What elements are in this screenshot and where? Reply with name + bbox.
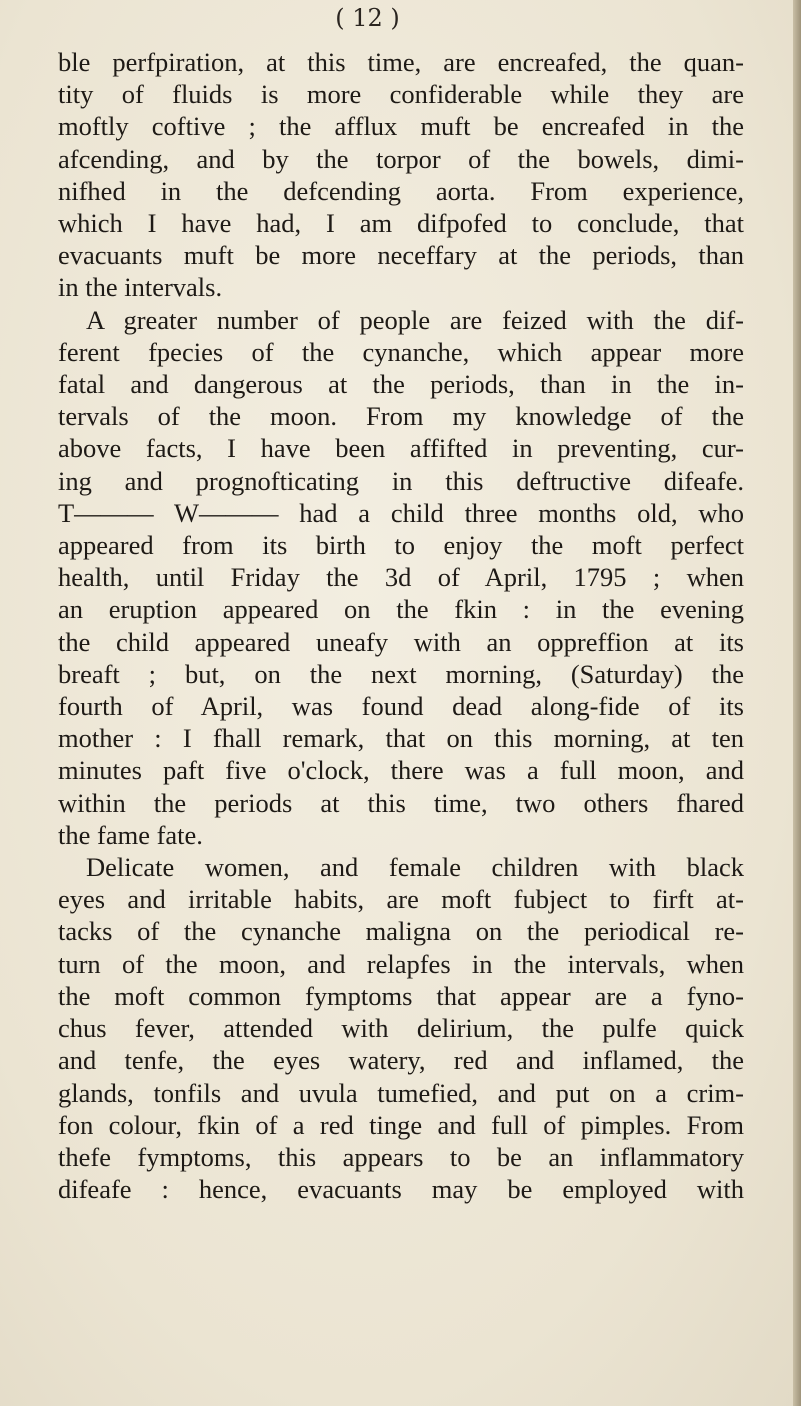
text-line: ing and prognofticating in this deftructive difeafe. — [58, 465, 744, 496]
paragraph — [58, 851, 744, 1205]
text-line: turn of the moon, and relapfes in the intervals, when — [58, 948, 744, 979]
text-line: and tenfe, the eyes watery, red and inflamed, the — [58, 1045, 744, 1076]
text-line: minutes paft five o'clock, there was a full moon, and — [58, 755, 744, 786]
text-line: T——— W——— had a child three months old, who — [58, 497, 744, 528]
text-line: breaft ; but, on the next morning, (Saturday) the — [58, 658, 744, 689]
text-line: above facts, I have been affifted in preventing, cur- — [58, 433, 744, 464]
text-line: health, until Friday the 3d of April, 1795 ; when — [58, 562, 744, 593]
body-text — [58, 46, 744, 1205]
text-line: in the intervals. — [58, 272, 223, 303]
text-line: the fame fate. — [58, 819, 203, 850]
text-line: ble perfpiration, at this time, are encreafed, the quan- — [58, 47, 744, 77]
page-edge — [793, 0, 801, 1406]
text-line: glands, tonfils and uvula tumefied, and put on a crim- — [58, 1077, 744, 1108]
text-line: Delicate women, and female children with black — [86, 852, 744, 883]
text-line: moftly coftive ; the afflux muft be encreafed in the — [58, 111, 744, 142]
text-line: afcending, and by the torpor of the bowels, dimi- — [58, 143, 744, 174]
text-line: eyes and irritable habits, are moft fubject to firft at- — [58, 884, 744, 915]
text-line: tacks of the cynanche maligna on the periodical re- — [58, 916, 744, 947]
text-line: tervals of the moon. From my knowledge of the — [58, 401, 744, 432]
paragraph — [58, 46, 744, 304]
text-line: A greater number of people are feized with the dif- — [86, 304, 744, 335]
text-line: thefe fymptoms, this appears to be an inflammatory — [58, 1141, 744, 1172]
paragraph — [58, 304, 744, 851]
text-line: the moft common fymptoms that appear are a fyno- — [58, 980, 744, 1011]
text-line: mother : I fhall remark, that on this morning, at ten — [58, 723, 744, 754]
text-line: evacuants muft be more neceffary at the periods, than — [58, 240, 744, 271]
text-line: nifhed in the defcending aorta. From experience, — [58, 175, 744, 206]
text-line: an eruption appeared on the fkin : in the evening — [58, 594, 744, 625]
text-line: the child appeared uneafy with an oppreffion at its — [58, 626, 744, 657]
text-line: ferent fpecies of the cynanche, which appear more — [58, 336, 744, 367]
text-line: fatal and dangerous at the periods, than in the in- — [58, 369, 744, 400]
text-line: chus fever, attended with delirium, the pulfe quick — [58, 1013, 744, 1044]
text-line: difeafe : hence, evacuants may be employed with — [58, 1174, 744, 1205]
text-line: which I have had, I am difpofed to conclude, that — [58, 208, 744, 239]
text-line: fourth of April, was found dead along-fide of its — [58, 691, 744, 722]
text-line: appeared from its birth to enjoy the moft perfect — [58, 530, 744, 561]
text-line: fon colour, fkin of a red tinge and full of pimples. From — [58, 1109, 744, 1140]
page-number: ( 12 ) — [335, 4, 400, 32]
text-line: tity of fluids is more confiderable while they are — [58, 79, 744, 110]
text-line: within the periods at this time, two others fhared — [58, 787, 744, 818]
